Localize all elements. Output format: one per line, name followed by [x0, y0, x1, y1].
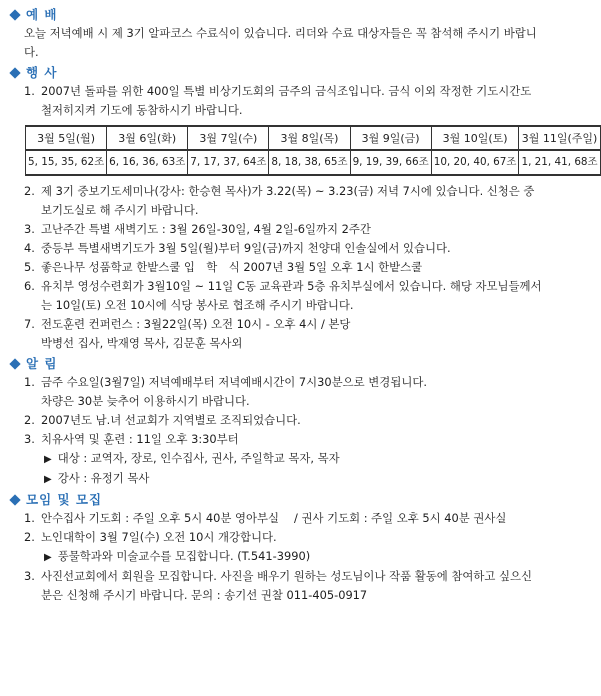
item-text: 안수집사 기도회 : 주일 오후 5시 40분 영아부실 / 권사 기도회 : 주일 오후 5시 40분 권사실 — [41, 511, 507, 525]
list-item — [8, 82, 544, 120]
item-number: 2. — [24, 413, 35, 427]
sub-item-text: 강사 : 유정기 목사 — [57, 471, 150, 485]
table-cell: 6, 16, 36, 63조 — [107, 150, 188, 175]
triangle-right-icon: ▶ — [44, 552, 52, 563]
list-item — [8, 411, 544, 430]
table-header-cell: 3월 9일(금) — [350, 126, 431, 150]
diamond-icon — [9, 9, 20, 20]
item-number: 3. — [24, 222, 35, 236]
table-cell: 8, 18, 38, 65조 — [269, 150, 350, 175]
item-number: 2. — [24, 184, 35, 198]
item-number: 5. — [24, 260, 35, 274]
table-header-cell: 3월 10일(토) — [431, 126, 519, 150]
section-events-header — [8, 63, 544, 82]
item-text: 전도훈련 컨퍼런스 : 3월22일(목) 오전 10시 - 오후 4시 / 본당 — [41, 317, 351, 331]
table-cell: 9, 19, 39, 66조 — [350, 150, 431, 175]
triangle-right-icon: ▶ — [44, 454, 52, 465]
list-item — [8, 220, 544, 239]
item-text: 치유사역 및 훈련 : 11일 오후 3:30부터 — [41, 432, 239, 446]
list-item — [8, 258, 544, 277]
table-cell: 1, 21, 41, 68조 — [519, 150, 600, 175]
section-title: 모임 및 모집 — [26, 492, 103, 507]
worship-text: 오늘 저녁예배 시 제 3기 알파코스 수료식이 있습니다. 리더와 수료 대상자들은 꼭 참석해 주시기 바랍니다. — [24, 26, 537, 59]
item-text: 2007년도 남.녀 선교회가 지역별로 조직되었습니다. — [41, 413, 301, 427]
table-cell: 7, 17, 37, 64조 — [188, 150, 269, 175]
list-item — [8, 509, 544, 528]
section-worship-header — [8, 5, 544, 24]
list-item — [8, 277, 544, 315]
item-text: 중등부 특별새벽기도가 3월 5일(월)부터 9일(금)까지 천양대 인솔실에서 있습니다. — [41, 241, 451, 255]
table-header-cell: 3월 7일(수) — [188, 126, 269, 150]
item-text: 노인대학이 3월 7일(수) 오전 10시 개강합니다. — [41, 530, 277, 544]
table-cell: 10, 20, 40, 67조 — [431, 150, 519, 175]
sub-item-text: 대상 : 교역자, 장로, 인수집사, 권사, 주일학교 목자, 목자 — [57, 451, 340, 465]
item-text: 차량은 30분 늦추어 이용하시기 바랍니다. — [41, 394, 250, 408]
sub-item-text: 풍물학과와 미술교수를 모집합니다. (T.541-3990) — [57, 549, 311, 563]
item-text: 사진선교회에서 회원을 모집합니다. 사진을 배우기 원하는 성도님이나 작품 활동에 참여하고 싶으신 분은 신청해 주시기 바랍니다. 문의 : 송기선 권찰 011-405-0917 — [41, 569, 532, 602]
table-header-cell: 3월 8일(목) — [269, 126, 350, 150]
item-text: 고난주간 특별 새벽기도 : 3월 26일-30일, 4월 2일-6일까지 2주간 — [41, 222, 371, 236]
item-number: 1. — [24, 511, 35, 525]
list-item — [8, 567, 544, 605]
table-header-row — [26, 126, 601, 150]
section-gatherings-header — [8, 490, 544, 509]
item-number: 3. — [24, 569, 35, 583]
fasting-schedule-table — [25, 125, 601, 176]
list-item — [8, 239, 544, 258]
item-text: 유치부 영성수련회가 3월10일 ~ 11일 C동 교육관과 5층 유치부실에서 있습니다. 해당 자모님들께서는 10일(토) 오전 10시에 식당 봉사로 협조해 주시기 바랍니다. — [41, 279, 542, 312]
item-number: 1. — [24, 84, 35, 98]
triangle-right-icon: ▶ — [44, 474, 52, 485]
sub-item — [8, 449, 544, 469]
table-header-cell: 3월 6일(화) — [107, 126, 188, 150]
item-text: 금주 수요일(3월7일) 저녁예배부터 저녁예배시간이 7시30분으로 변경됩니다. — [41, 375, 427, 389]
diamond-icon — [9, 67, 20, 78]
item-text: 2007년 돌파를 위한 400일 특별 비상기도회의 금주의 금식조입니다. 금식 이외 작정한 기도시간도 철저히지켜 기도에 동참하시기 바랍니다. — [41, 84, 532, 117]
item-number: 6. — [24, 279, 35, 293]
table-header-cell: 3월 11일(주일) — [519, 126, 600, 150]
diamond-icon — [9, 358, 20, 369]
sub-item — [8, 469, 544, 489]
item-text: 제 3기 중보기도세미나(강사: 한승현 목사)가 3.22(목) ~ 3.23(금) 저녁 7시에 있습니다. 신청은 중보기도실로 해 주시기 바랍니다. — [41, 184, 535, 217]
item-number: 1. — [24, 375, 35, 389]
item-text: 박병선 집사, 박재영 목사, 김문훈 목사외 — [41, 336, 243, 350]
section-title: 행 사 — [26, 65, 58, 80]
sub-item — [8, 547, 544, 567]
list-item — [8, 182, 544, 220]
list-item — [8, 373, 544, 411]
section-title: 알 림 — [26, 356, 58, 371]
item-number: 7. — [24, 317, 35, 331]
list-item — [8, 430, 544, 449]
item-number: 2. — [24, 530, 35, 544]
table-cell: 5, 15, 35, 62조 — [26, 150, 107, 175]
item-number: 3. — [24, 432, 35, 446]
table-row — [26, 150, 601, 175]
list-item — [8, 528, 544, 547]
section-notices-header — [8, 354, 544, 373]
table-header-cell: 3월 5일(월) — [26, 126, 107, 150]
item-text: 좋은나무 성품학교 한밭스쿨 입 학 식 2007년 3월 5일 오후 1시 한밭스쿨 — [41, 260, 423, 274]
list-item — [8, 315, 544, 353]
diamond-icon — [9, 494, 20, 505]
item-number: 4. — [24, 241, 35, 255]
section-title: 예 배 — [26, 7, 58, 22]
